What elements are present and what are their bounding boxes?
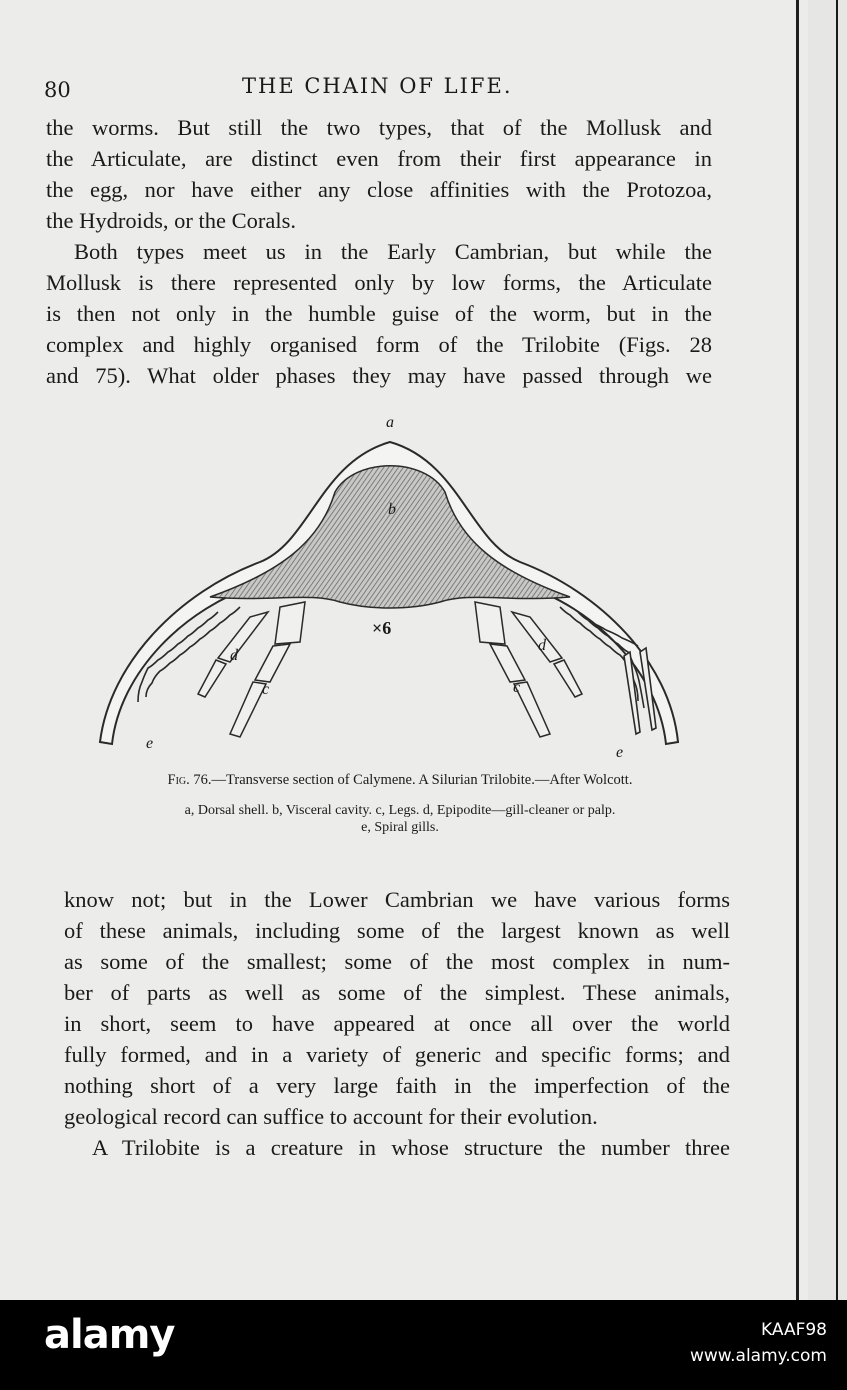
text-line: as some of the smallest; some of the most complex in num- [64, 949, 730, 974]
text-block-top [46, 112, 712, 391]
image-id: KAAF98 [761, 1320, 827, 1340]
text-line: nothing short of a very large faith in the imperfection of the [64, 1073, 730, 1098]
caption-key-line: a, Dorsal shell. b, Visceral cavity. c, Legs. d, Epipodite—gill-cleaner or palp. [184, 803, 616, 818]
label-e-right: e [616, 744, 624, 761]
visceral-cavity [210, 466, 570, 608]
label-d-right: d [538, 637, 546, 654]
text-line: fully formed, and in a variety of generic and specific forms; and [64, 1042, 730, 1067]
text-line: the egg, nor have either any close affinities with the Protozoa, [46, 177, 712, 202]
text-line: A Trilobite is a creature in whose structure the number three [92, 1135, 730, 1160]
label-c-left: c [262, 681, 270, 698]
caption-title-text: —Transverse section of Calymene. A Silurian Trilobite.—After Wolcott. [211, 772, 633, 788]
text-line: Mollusk is there represented only by low forms, the Articulate [46, 270, 712, 295]
label-d-left: d [230, 647, 238, 664]
text-line: geological record can suffice to account for their evolution. [64, 1104, 598, 1129]
text-line: ber of parts as well as some of the simplest. These animals, [64, 980, 730, 1005]
adjacent-page-strip [808, 0, 847, 1300]
caption-key [60, 802, 740, 836]
caption-key-line: e, Spiral gills. [361, 820, 439, 835]
label-a: a [386, 414, 394, 431]
label-c-right: c [513, 679, 521, 696]
brand-logo: alamy [44, 1312, 175, 1358]
running-title: THE CHAIN OF LIFE. [242, 74, 513, 98]
watermark-bar [0, 1300, 847, 1390]
left-legs [198, 602, 305, 737]
text-line: complex and highly organised form of the Trilobite (Figs. 28 [46, 332, 712, 357]
text-line: the Hydroids, or the Corals. [46, 208, 296, 233]
right-legs [475, 602, 582, 737]
figure-caption [60, 770, 740, 836]
site-url: www.alamy.com [689, 1346, 827, 1366]
text-line: is then not only in the humble guise of the worm, but in the [46, 301, 712, 326]
text-line: the worms. But still the two types, that of the Mollusk and [46, 115, 712, 140]
text-line: of these animals, including some of the largest known as well [64, 918, 730, 943]
page-header [44, 70, 744, 110]
caption-title [60, 770, 740, 790]
label-e-left: e [146, 735, 154, 752]
magnification-label: ×6 [372, 618, 392, 638]
page-edge-line [796, 0, 799, 1300]
label-b: b [388, 501, 396, 518]
page-number: 80 [44, 78, 71, 102]
figure-number: Fig. 76. [167, 772, 212, 788]
text-line: and 75). What older phases they may have passed through we [46, 363, 712, 388]
trilobite-section-figure [90, 412, 690, 762]
adjacent-page-edge [836, 0, 838, 1300]
text-line: the Articulate, are distinct even from their first appearance in [46, 146, 712, 171]
text-line: in short, seem to have appeared at once all over the world [64, 1011, 730, 1036]
text-block-bottom [64, 884, 730, 1163]
text-line: Both types meet us in the Early Cambrian, but while the [74, 239, 712, 264]
text-line: know not; but in the Lower Cambrian we have various forms [64, 887, 730, 912]
